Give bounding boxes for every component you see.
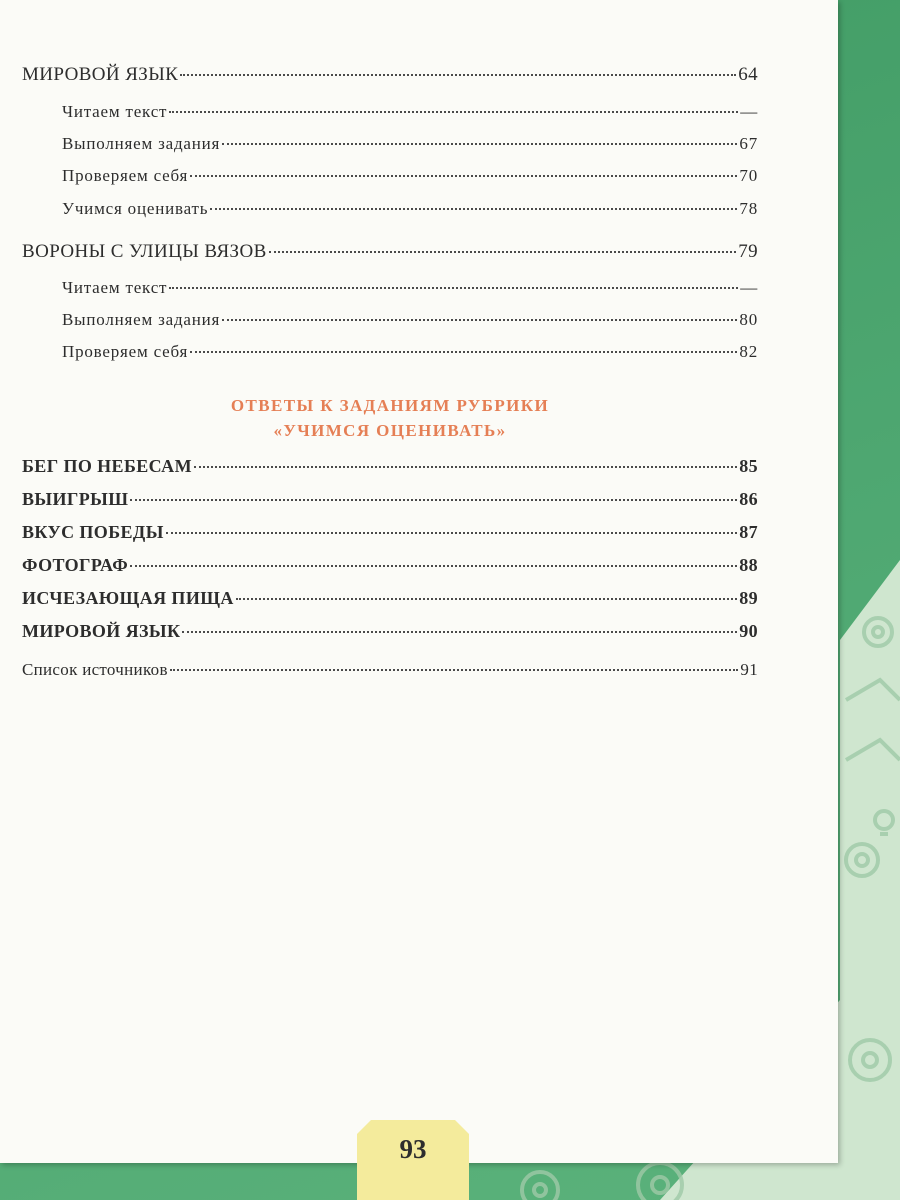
gear-icon — [846, 844, 878, 876]
toc-entry-page: 87 — [739, 522, 758, 542]
toc-entry — [22, 456, 758, 477]
toc-entry — [22, 64, 758, 86]
toc-entry-page: 67 — [739, 134, 758, 153]
toc-entry-page: 80 — [739, 310, 758, 329]
toc-subentry — [22, 310, 758, 330]
toc-entry-page: 64 — [738, 64, 758, 85]
toc-entry-page: — — [740, 102, 758, 121]
dot-leader — [130, 564, 737, 567]
dot-leader — [182, 630, 737, 633]
toc-entry-page: 89 — [739, 588, 758, 608]
dot-leader — [180, 73, 736, 76]
toc-entry-page: 79 — [738, 241, 758, 262]
toc-entry-page: — — [740, 278, 758, 297]
gear-icon — [850, 1040, 890, 1080]
toc-entry-title: ВЫИГРЫШ — [22, 489, 129, 509]
toc-entry — [22, 241, 758, 263]
toc-entry-title: ВКУС ПОБЕДЫ — [22, 522, 164, 542]
toc-subentry — [22, 199, 758, 219]
page-number: 93 — [399, 1134, 427, 1164]
toc-entry-title: ИСЧЕЗАЮЩАЯ ПИЩА — [22, 588, 234, 608]
toc-entry-title: МИРОВОЙ ЯЗЫК — [22, 621, 181, 641]
toc-entry — [22, 588, 758, 609]
toc-entry-title: Проверяем себя — [62, 342, 189, 361]
toc-entry-page: 70 — [739, 166, 758, 185]
toc-entry-page: 78 — [739, 199, 758, 218]
toc-entry-title: ФОТОГРАФ — [22, 555, 129, 575]
dot-leader — [130, 498, 737, 501]
toc-subentry — [22, 278, 758, 298]
toc-entry — [22, 555, 758, 576]
dot-leader — [166, 531, 737, 534]
dot-leader — [190, 174, 737, 177]
dot-leader — [194, 465, 737, 468]
gear-icon — [522, 1172, 558, 1200]
toc-entry-title: Список источников — [22, 660, 168, 679]
answers-heading-line2: «УЧИМСЯ ОЦЕНИВАТЬ» — [273, 421, 507, 440]
toc-entry-title: Выполняем задания — [62, 310, 221, 329]
toc-entry-page: 91 — [740, 660, 758, 679]
toc-entry — [22, 621, 758, 642]
toc-entry-sources — [22, 660, 758, 680]
gear-icon — [638, 1163, 682, 1200]
dot-leader — [190, 350, 737, 353]
dot-leader — [169, 286, 738, 289]
lightbulb-icon — [875, 811, 893, 834]
toc-subentry — [22, 134, 758, 154]
answers-heading-line1: ОТВЕТЫ К ЗАДАНИЯМ РУБРИКИ — [230, 396, 550, 415]
dot-leader — [236, 597, 737, 600]
toc-entry-page: 85 — [739, 456, 758, 476]
toc-entry-title: Проверяем себя — [62, 166, 189, 185]
toc-entry-page: 90 — [739, 621, 758, 641]
toc-entry — [22, 522, 758, 543]
toc-entry-title: Выполняем задания — [62, 134, 221, 153]
toc-entry-title: Читаем текст — [62, 102, 168, 121]
dot-leader — [169, 110, 738, 113]
toc-entry-page: 86 — [739, 489, 758, 509]
toc-entry-title: ВОРОНЫ С УЛИЦЫ ВЯЗОВ — [22, 241, 267, 262]
toc-entry-title: МИРОВОЙ ЯЗЫК — [22, 64, 179, 85]
dot-leader — [222, 142, 737, 145]
toc-entry-page: 88 — [739, 555, 758, 575]
toc-entry-page: 82 — [739, 342, 758, 361]
toc-subentry — [22, 102, 758, 122]
toc-entry — [22, 489, 758, 510]
dot-leader — [269, 250, 737, 253]
dot-leader — [222, 318, 737, 321]
dot-leader — [170, 668, 739, 671]
toc-entry-title: Учимся оценивать — [62, 199, 209, 218]
toc-subentry — [22, 342, 758, 362]
toc-entry-title: Читаем текст — [62, 278, 168, 297]
toc-entry-title: БЕГ ПО НЕБЕСАМ — [22, 456, 192, 476]
toc-subentry — [22, 166, 758, 186]
gear-icon — [864, 618, 892, 646]
dot-leader — [210, 207, 737, 210]
